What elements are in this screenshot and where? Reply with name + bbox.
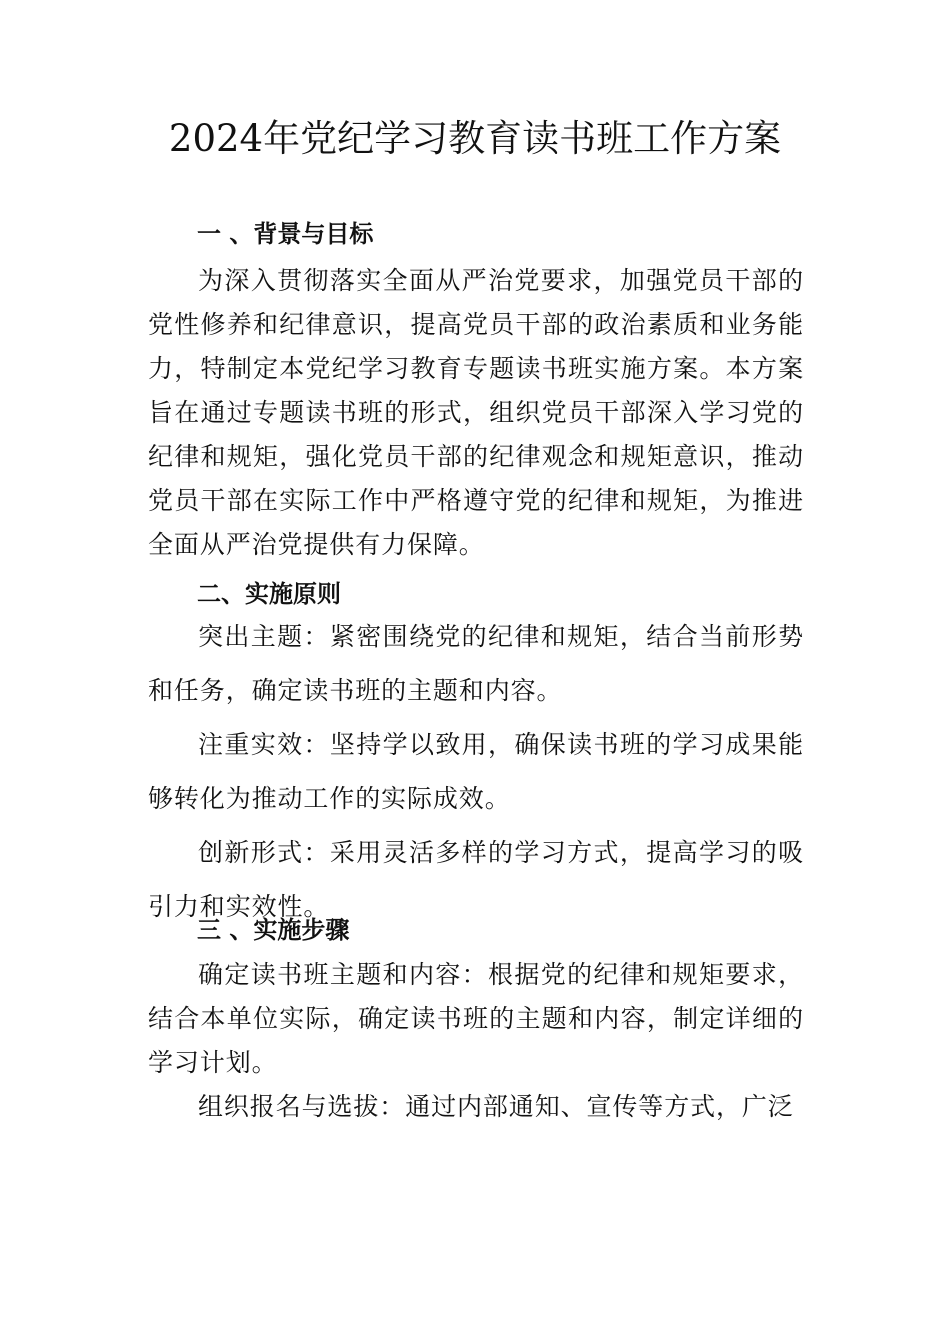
section-heading-principles: 二、实施原则 — [197, 580, 341, 608]
section-heading-background: 一 、背景与目标 — [197, 220, 374, 248]
paragraph-background-goals: 为深入贯彻落实全面从严治党要求，加强党员干部的党性修养和纪律意识，提高党员干部的政治素质和业务能力，特制定本党纪学习教育专题读书班实施方案。本方案旨在通过专题读书班的形式，组织党员干部深入学习党的纪律和规矩，强化党员干部的纪律观念和规矩意识，推动党员干部在实际工作中严格遵守党的纪律和规矩，为推进全面从严治党提供有力保障。 — [148, 266, 804, 559]
document-title: 2024年党纪学习教育读书班工作方案 — [168, 117, 782, 160]
section-heading-steps: 三 、实施步骤 — [197, 916, 350, 944]
paragraph-determine-theme: 确定读书班主题和内容：根据党的纪律和规矩要求，结合本单位实际，确定读书班的主题和内容，制定详细的学习计划。 — [148, 960, 804, 1077]
paragraph-registration: 组织报名与选拔：通过内部通知、宣传等方式，广泛 — [198, 1092, 794, 1121]
section-body-principles — [148, 610, 804, 934]
paragraph-highlight-theme: 突出主题：紧密围绕党的纪律和规矩，结合当前形势和任务，确定读书班的主题和内容。 — [148, 622, 804, 705]
paragraph-innovate-forms: 创新形式：采用灵活多样的学习方式，提高学习的吸 引力和实效性。 — [148, 838, 804, 921]
paragraph-focus-results: 注重实效：坚持学以致用，确保读书班的学习成果能够转化为推动工作的实际成效。 — [148, 730, 804, 813]
section-body-steps — [148, 953, 804, 1129]
section-body-background — [148, 259, 804, 567]
